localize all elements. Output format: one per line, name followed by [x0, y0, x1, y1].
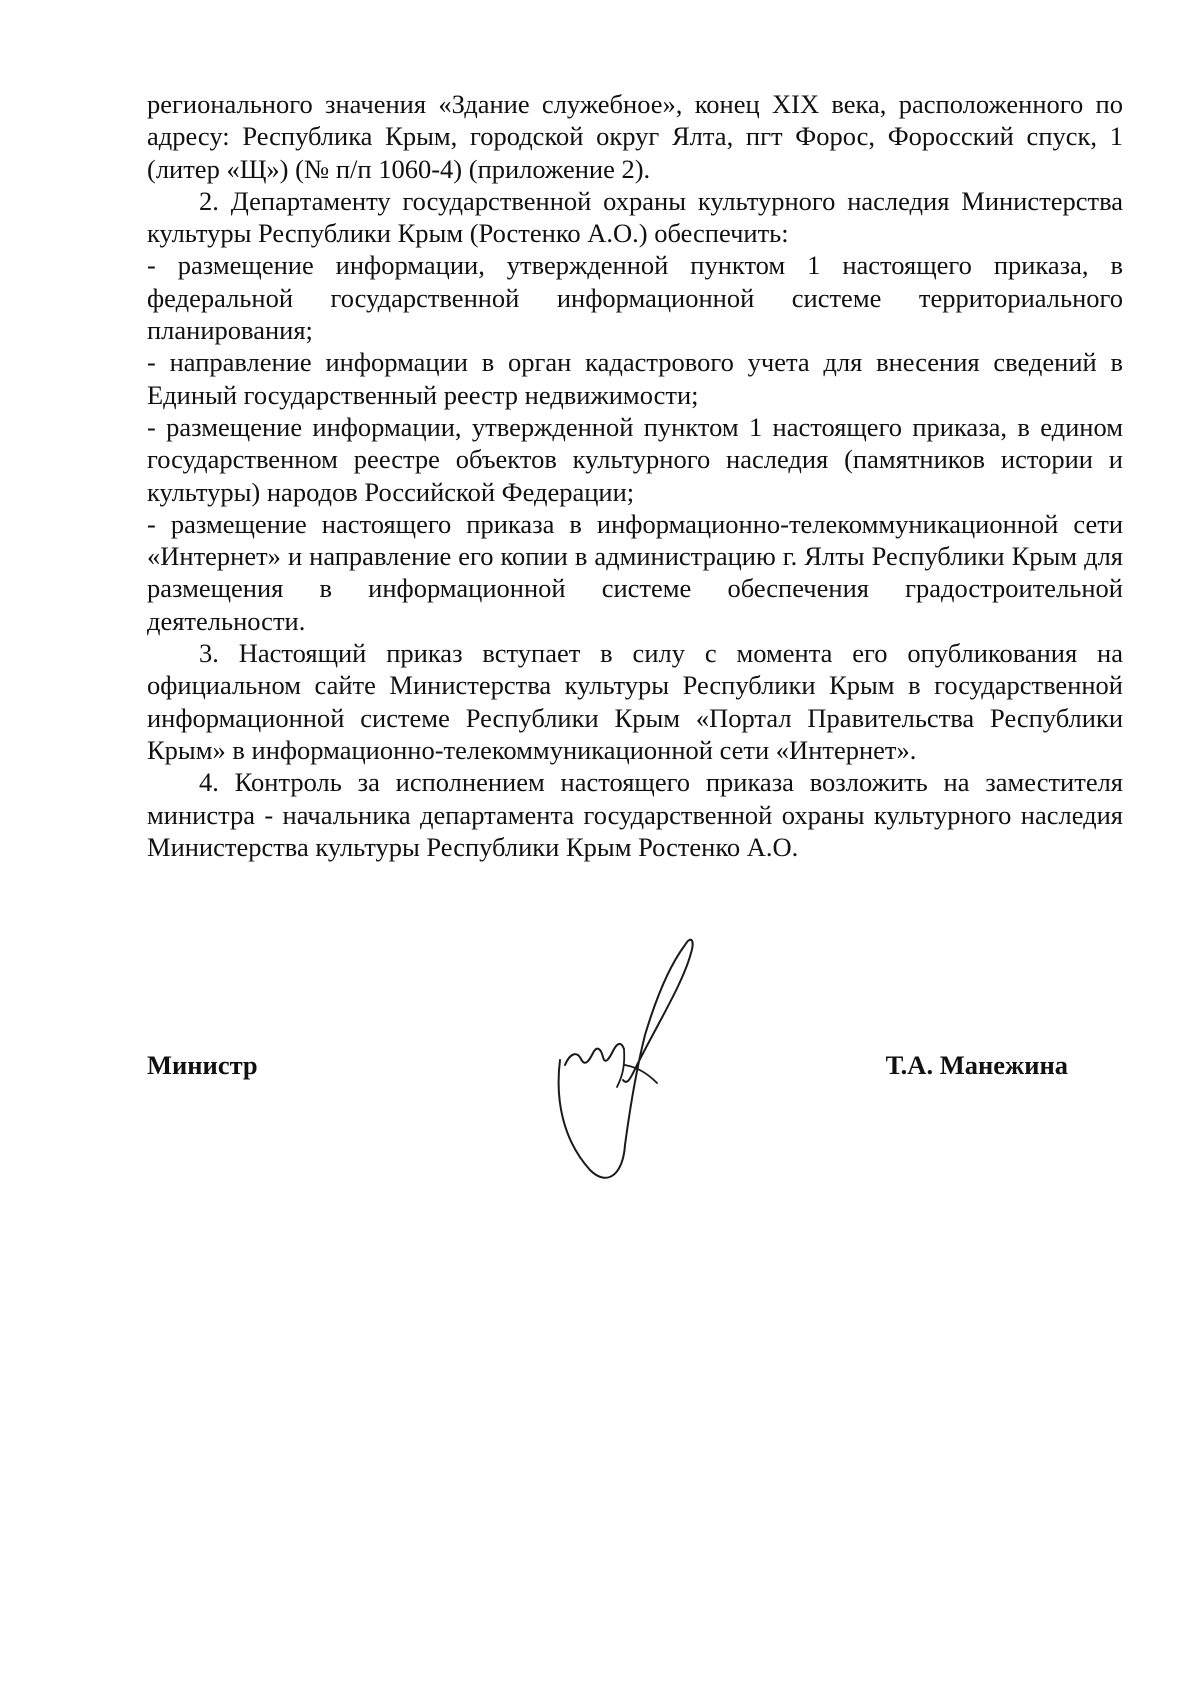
paragraph-item-2: 2. Департаменту государственной охраны культурного наследия Министерства культуры Республики Крым (Ростенко А.О.) обеспечить: — [147, 185, 1123, 249]
paragraph-item-3: 3. Настоящий приказ вступает в силу с момента его опубликования на официальном сайте Министерства культуры Республики Крым в государственной информационной системе Республики Крым «Портал Правительства Республики Крым» в информационно-телекоммуникационной сети «Интернет». — [147, 638, 1123, 765]
signatory-name: Т.А. Манежина — [885, 1050, 1068, 1080]
paragraph-subitem-cadastral: - направление информации в орган кадастрового учета для внесения сведений в Единый государственный реестр недвижимости; — [147, 347, 1123, 410]
paragraph-subitem-heritage-registry: - размещение информации, утвержденной пунктом 1 настоящего приказа, в едином государственном реестре объектов культурного наследия (памятников истории и культуры) народов Российской Федерации; — [147, 411, 1123, 507]
signatory-title: Министр — [147, 1050, 258, 1080]
paragraph-item-4: 4. Контроль за исполнением настоящего приказа возложить на заместителя министра - начальника департамента государственной охраны культурного наследия Министерства культуры Республики Крым Ростенко А.О. — [147, 767, 1123, 862]
handwritten-signature — [545, 925, 745, 1185]
document-body — [147, 88, 1123, 863]
paragraph-subitem-internet: - размещение настоящего приказа в информационно-телекоммуникационной сети «Интернет» и направление его копии в администрацию г. Ялты Республики Крым для размещения в информационной системе обеспечения градостроительной деятельности. — [147, 508, 1123, 636]
paragraph-subitem-federal-system: - размещение информации, утвержденной пунктом 1 настоящего приказа, в федеральной государственной информационной системе территориального планирования; — [147, 250, 1123, 346]
paragraph-object-address: регионального значения «Здание служебное», конец XIX века, расположенного по адресу: Республика Крым, городской округ Ялта, пгт Форос, Форосский спуск, 1 (литер «Щ») (№ п/п 1060-4) (приложение 2). — [147, 89, 1123, 184]
